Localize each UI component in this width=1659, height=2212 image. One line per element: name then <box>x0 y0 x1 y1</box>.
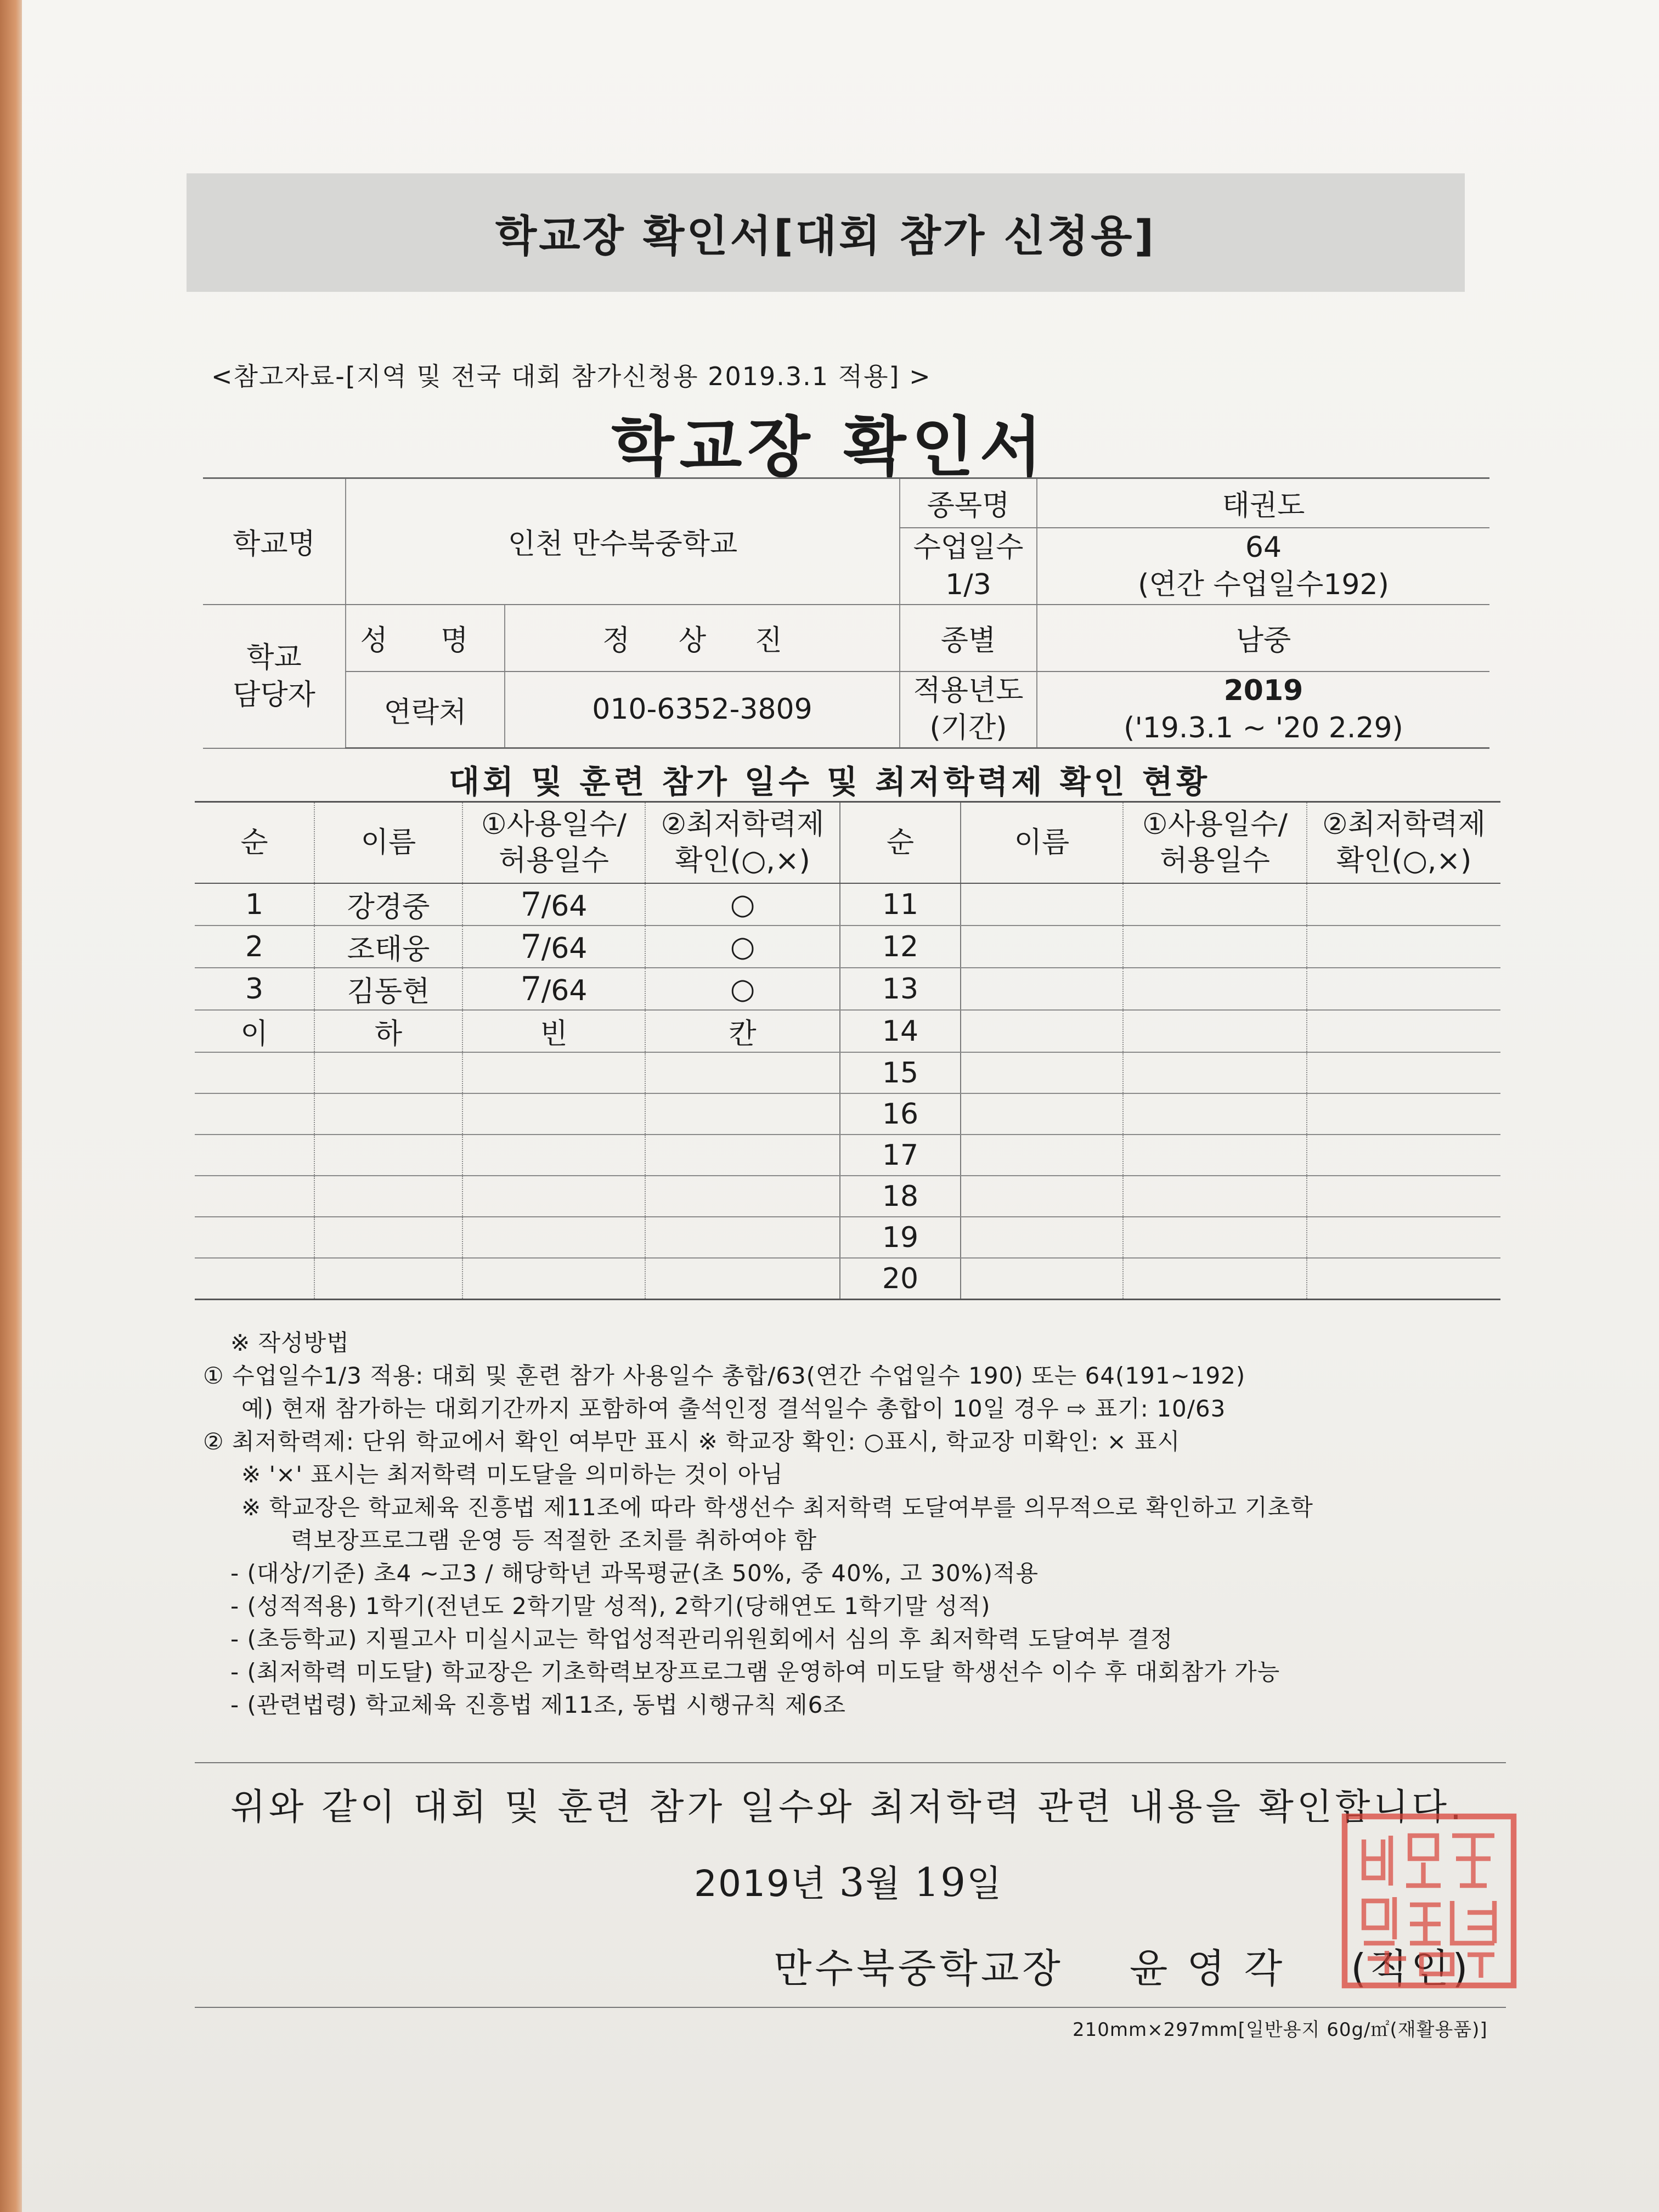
writing-instructions <box>203 1327 1520 1722</box>
row-days-right <box>1123 1052 1307 1093</box>
reference-note: <참고자료-[지역 및 전국 대회 참가신청용 2019.3.1 적용] > <box>211 362 932 391</box>
year-period: ('19.3.1 ~ '20 2.29) <box>1124 712 1403 745</box>
row-check-right <box>1307 1176 1500 1217</box>
row-days-right <box>1123 1217 1307 1258</box>
row-no-right: 16 <box>840 1093 961 1135</box>
row-name <box>314 1093 462 1135</box>
roster-row <box>195 1217 1500 1258</box>
row-name-right <box>961 1176 1123 1217</box>
row-check: ○ <box>645 968 840 1010</box>
row-name: 김동현 <box>314 968 462 1010</box>
row-name-right <box>961 1217 1123 1258</box>
header-days-right-line1: ①사용일수/ <box>1142 808 1288 841</box>
row-no: 3 <box>195 968 314 1010</box>
row-no-right: 12 <box>840 926 961 968</box>
row-days <box>462 1010 645 1052</box>
row-check: 칸 <box>645 1010 840 1052</box>
roster-row <box>195 1093 1500 1135</box>
row-name <box>314 1176 462 1217</box>
divider-top <box>195 1762 1506 1763</box>
header-check <box>645 802 840 884</box>
principal-title: 만수북중학교장 <box>774 1945 1064 1991</box>
row-no-right: 13 <box>840 968 961 1010</box>
row-days-right <box>1123 1176 1307 1217</box>
row-check-right <box>1307 968 1500 1010</box>
class-days-label-line2: 1/3 <box>945 568 991 601</box>
row-days <box>462 1176 645 1217</box>
row-days <box>462 1217 645 1258</box>
row-check: ○ <box>645 883 840 926</box>
principal-name: 윤 영 각 <box>1129 1945 1286 1991</box>
header-no: 순 <box>195 802 314 884</box>
row-check <box>645 1135 840 1176</box>
contact-label-line1: 학교 <box>246 641 302 674</box>
section-title: 대회 및 훈련 참가 일수 및 최저학력제 확인 현황 <box>448 763 1211 800</box>
event-value: 태권도 <box>1037 478 1489 528</box>
header-check-right-line1: ②최저학력제 <box>1322 808 1486 841</box>
row-name <box>314 1052 462 1093</box>
row-check <box>645 1258 840 1300</box>
note-line: ① 수업일수1/3 적용: 대회 및 훈련 참가 사용일수 총합/63(연간 수업일수 190) 또는 64(191~192) <box>203 1362 1246 1389</box>
date-year: 2019년 <box>694 1863 827 1905</box>
row-name-right <box>961 1258 1123 1300</box>
row-no-right: 17 <box>840 1135 961 1176</box>
row-check <box>645 1217 840 1258</box>
row-days-right <box>1123 1093 1307 1135</box>
row-no: 1 <box>195 883 314 926</box>
paper-spec: 210mm×297mm[일반용지 60g/㎡(재활용품)] <box>1073 2019 1488 2041</box>
year-label <box>900 672 1037 748</box>
row-no <box>195 1135 314 1176</box>
roster-header-row <box>195 802 1500 884</box>
row-name: 조태웅 <box>314 926 462 968</box>
note-line: - (관련법령) 학교체육 진흥법 제11조, 동법 시행규칙 제6조 <box>230 1691 846 1718</box>
roster-row <box>195 968 1500 1010</box>
note-line: - (성적적용) 1학기(전년도 2학기말 성적), 2학기(당해연도 1학기말 성적) <box>230 1593 991 1620</box>
class-days-note: (연간 수업일수192) <box>1138 568 1389 601</box>
seal-label: (직인) <box>1351 1945 1471 1991</box>
confirmation-statement: 위와 같이 대회 및 훈련 참가 일수와 최저학력 관련 내용을 확인합니다. <box>230 1786 1465 1828</box>
year-value: 2019 <box>1223 674 1304 708</box>
header-days-line1: ①사용일수/ <box>481 808 627 841</box>
row-check-right <box>1307 926 1500 968</box>
year-label-line2: (기간) <box>929 712 1007 745</box>
days-used-handwritten: 7 <box>520 885 541 924</box>
row-days <box>462 1093 645 1135</box>
row-check-right <box>1307 1052 1500 1093</box>
header-check-line2: 확인(○,×) <box>675 844 810 877</box>
row-name-right <box>961 883 1123 926</box>
phone-label: 연락처 <box>346 672 505 748</box>
row-check-right <box>1307 1135 1500 1176</box>
class-days-number: 64 <box>1245 531 1282 564</box>
row-no <box>195 1176 314 1217</box>
header-band <box>187 173 1465 292</box>
school-seal-stamp <box>1333 1805 1525 1997</box>
row-days-right <box>1123 1010 1307 1052</box>
school-name-label: 학교명 <box>203 478 346 605</box>
note-line: ② 최저학력제: 단위 학교에서 확인 여부만 표시 ※ 학교장 확인: ○표시, 학교장 미확인: × 표시 <box>203 1428 1181 1455</box>
header-days <box>462 802 645 884</box>
row-days <box>462 1135 645 1176</box>
roster-row <box>195 1135 1500 1176</box>
header-check-line1: ②최저학력제 <box>661 808 825 841</box>
roster-row <box>195 1052 1500 1093</box>
row-check <box>645 1052 840 1093</box>
row-check-right <box>1307 1010 1500 1052</box>
phone-value: 010-6352-3809 <box>505 672 900 748</box>
row-days <box>462 883 645 926</box>
row-no <box>195 1258 314 1300</box>
row-name <box>314 1135 462 1176</box>
note-line: ※ 학교장은 학교체육 진흥법 제11조에 따라 학생선수 최저학력 도달여부를 의무적으로 확인하고 기초학 <box>241 1494 1313 1521</box>
row-check <box>645 1093 840 1135</box>
row-no <box>195 1217 314 1258</box>
row-days-right <box>1123 968 1307 1010</box>
row-no-right: 14 <box>840 1010 961 1052</box>
row-check-right <box>1307 1258 1500 1300</box>
row-no-right: 19 <box>840 1217 961 1258</box>
class-days-label-line1: 수업일수 <box>913 531 1024 564</box>
row-days <box>462 1258 645 1300</box>
event-label: 종목명 <box>900 478 1037 528</box>
row-check: ○ <box>645 926 840 968</box>
note-line: 예) 현재 참가하는 대회기간까지 포함하여 출석인정 결석일수 총합이 10일 경우 ⇨ 표기: 10/63 <box>241 1395 1226 1422</box>
year-label-line1: 적용년도 <box>913 674 1024 708</box>
row-days-right <box>1123 1135 1307 1176</box>
row-name-right <box>961 1010 1123 1052</box>
row-no <box>195 1093 314 1135</box>
header-title: 학교장 확인서[대회 참가 신청용] <box>495 212 1156 261</box>
header-check-right <box>1307 802 1500 884</box>
row-no-right: 15 <box>840 1052 961 1093</box>
row-no-right: 11 <box>840 883 961 926</box>
name-label: 성 명 <box>346 605 505 672</box>
days-allowed: /64 <box>541 889 588 923</box>
header-check-right-line2: 확인(○,×) <box>1336 844 1472 877</box>
row-name <box>314 1258 462 1300</box>
header-days-line2: 허용일수 <box>499 844 609 877</box>
row-name-right <box>961 1093 1123 1135</box>
date-month: 3 <box>839 1859 866 1905</box>
row-check <box>645 1176 840 1217</box>
contact-label <box>203 605 346 748</box>
row-no: 2 <box>195 926 314 968</box>
row-name-right <box>961 968 1123 1010</box>
school-name: 인천 만수북중학교 <box>346 478 900 605</box>
notes-heading: ※ 작성방법 <box>230 1329 349 1356</box>
date-day: 19 <box>914 1859 967 1905</box>
class-days-label <box>900 528 1037 605</box>
divider-bottom <box>195 2007 1506 2008</box>
document-title: 학교장 확인서 <box>611 409 1048 485</box>
note-line: - (최저학력 미도달) 학교장은 기초학력보장프로그램 운영하여 미도달 학생선수 이수 후 대회참가 가능 <box>230 1658 1280 1685</box>
roster-row <box>195 883 1500 926</box>
row-days <box>462 1052 645 1093</box>
roster-row <box>195 1176 1500 1217</box>
row-name: 강경중 <box>314 883 462 926</box>
row-name-right <box>961 1052 1123 1093</box>
info-table <box>203 477 1489 749</box>
row-no: 이 <box>195 1010 314 1052</box>
date-day-unit: 일 <box>966 1863 1003 1905</box>
days-allowed: /64 <box>541 932 588 965</box>
note-line: - (초등학교) 지필고사 미실시교는 학업성적관리위원회에서 심의 후 최저학력 도달여부 결정 <box>230 1626 1173 1652</box>
note-line: - (대상/기준) 초4 ~고3 / 해당학년 과목평균(초 50%, 중 40%, 고 30%)적용 <box>230 1560 1039 1587</box>
header-no-right: 순 <box>840 802 961 884</box>
row-days <box>462 926 645 968</box>
year-value-cell <box>1037 672 1489 748</box>
confirmation-date <box>694 1854 1003 1906</box>
row-check-right <box>1307 1217 1500 1258</box>
row-name-right <box>961 926 1123 968</box>
row-days-right <box>1123 883 1307 926</box>
note-line: 력보장프로그램 운영 등 적절한 조치를 취하여야 함 <box>291 1527 817 1554</box>
days-allowed: 빈 <box>540 1018 568 1051</box>
days-used-handwritten: 7 <box>520 927 541 966</box>
row-check-right <box>1307 1093 1500 1135</box>
row-no-right: 20 <box>840 1258 961 1300</box>
header-days-right-line2: 허용일수 <box>1160 844 1270 877</box>
row-no-right: 18 <box>840 1176 961 1217</box>
roster-table <box>195 801 1500 1300</box>
gender-value: 남중 <box>1037 605 1489 672</box>
days-used-handwritten: 7 <box>520 969 541 1008</box>
header-name: 이름 <box>314 802 462 884</box>
row-name <box>314 1217 462 1258</box>
roster-row <box>195 1010 1500 1052</box>
roster-row <box>195 926 1500 968</box>
row-days <box>462 968 645 1010</box>
header-days-right <box>1123 802 1307 884</box>
note-line: ※ '×' 표시는 최저학력 미도달을 의미하는 것이 아님 <box>241 1461 783 1488</box>
gender-label: 종별 <box>900 605 1037 672</box>
name-value: 정 상 진 <box>505 605 900 672</box>
row-days-right <box>1123 1258 1307 1300</box>
header-name-right: 이름 <box>961 802 1123 884</box>
days-allowed: /64 <box>541 974 588 1007</box>
class-days-value <box>1037 528 1489 605</box>
row-days-right <box>1123 926 1307 968</box>
contact-label-line2: 담당자 <box>233 678 315 712</box>
row-name: 하 <box>314 1010 462 1052</box>
row-no <box>195 1052 314 1093</box>
date-month-unit: 월 <box>865 1863 902 1905</box>
row-name-right <box>961 1135 1123 1176</box>
roster-row <box>195 1258 1500 1300</box>
row-check-right <box>1307 883 1500 926</box>
